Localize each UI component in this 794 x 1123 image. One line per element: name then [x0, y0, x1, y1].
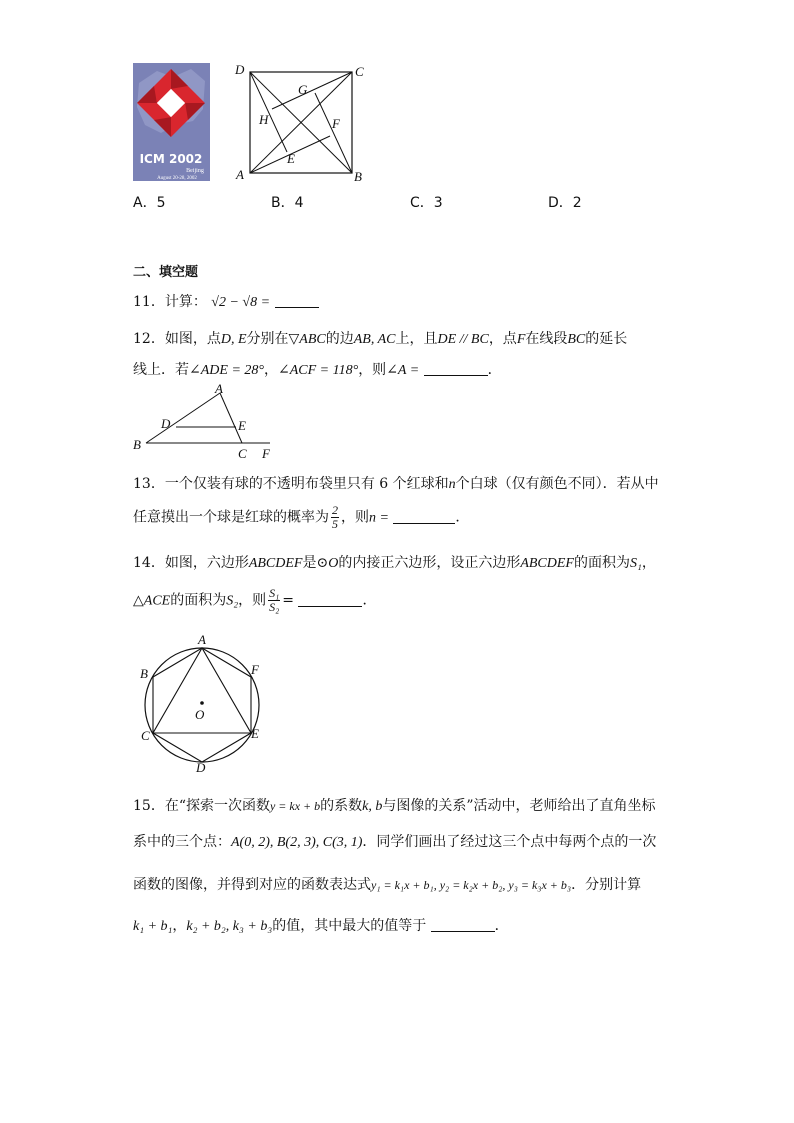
q12-parallel: DE // BC — [437, 332, 489, 347]
question-12-line2 — [133, 359, 502, 379]
q14-text: ， — [641, 555, 656, 571]
q13-text: 个白球（仅有颜色不同）．若从中 — [455, 476, 659, 492]
q12-text: ，则 — [358, 362, 387, 378]
q15-sum1: k₁ + b₁ — [133, 919, 173, 934]
question-15-line1 — [133, 795, 656, 815]
q14-text: 是 — [302, 555, 317, 571]
q14-frac-num: S₁ — [269, 586, 280, 600]
q14-triangle: △ACE — [133, 593, 171, 609]
q14-eq: = — [282, 592, 294, 609]
q12-text: 线上．若 — [133, 362, 189, 378]
q11-prefix: 11．计算： — [133, 294, 207, 310]
q14-s2: S₂ — [226, 593, 239, 609]
label-A: A — [215, 384, 223, 396]
q15-text: 的系数 — [320, 798, 363, 814]
question-11 — [133, 291, 319, 311]
q15-text: 15．在“探索一次函数 — [133, 798, 270, 814]
q14-text: 的面积为 — [573, 555, 630, 571]
question-15-line2 — [133, 831, 656, 851]
q12-angle-acf: ∠ACF = 118° — [278, 363, 359, 378]
label-F: F — [251, 662, 259, 677]
q12-text: ， — [264, 362, 278, 378]
q15-sums: k₂ + b₂, k₃ + b₃ — [186, 919, 273, 934]
poster-place: Beijing — [186, 168, 204, 174]
q12-text: 12．如图，点 — [133, 331, 221, 347]
q11-answer-blank[interactable] — [275, 293, 319, 308]
choice-c: C．3 — [410, 195, 443, 211]
choice-b: B．4 — [271, 195, 304, 211]
triangle-figure — [128, 384, 278, 462]
q13-text: 任意摸出一个球是红球的概率为 — [133, 509, 329, 526]
label-F: F — [262, 446, 270, 461]
q14-text: 14．如图，六边形 — [133, 555, 249, 571]
q14-text: ，则 — [238, 592, 267, 609]
q13-n-eq: n = — [369, 510, 389, 526]
q11-expr: √2 − √8 = — [211, 295, 271, 310]
label-H: H — [259, 112, 269, 127]
label-D: D — [196, 760, 206, 775]
q15-text: 系中的三个点： — [133, 834, 231, 850]
q15-points: A(0, 2), B(2, 3), C(3, 1) — [231, 835, 363, 850]
label-G: G — [298, 82, 308, 97]
q13-end: ． — [455, 509, 470, 526]
q12-text: 分别在 — [246, 331, 289, 347]
q15-expressions: y₁ = k₁x + b₁, y₂ = k₂x + b₂, y₃ = k₃x + b₃ — [371, 878, 572, 892]
q14-answer-blank[interactable] — [298, 592, 362, 607]
q14-s1: S₁ — [629, 556, 642, 571]
label-O: O — [195, 707, 205, 722]
poster-dates: August 20-28, 2002 — [157, 176, 197, 181]
question-13-line2 — [133, 504, 469, 531]
q12-point-f: F — [516, 332, 526, 347]
q14-text: 的内接正六边形，设正六边形 — [338, 555, 521, 571]
q12-angle-ade: ∠ADE = 28° — [189, 363, 264, 378]
q15-function: y = kx + b — [269, 799, 321, 813]
q14-hexagon: ABCDEF — [520, 556, 574, 571]
q14-text: 的面积为 — [170, 592, 227, 609]
q15-answer-blank[interactable] — [431, 917, 495, 932]
label-B: B — [140, 666, 148, 681]
question-15-line3 — [133, 874, 641, 894]
label-C: C — [238, 446, 247, 461]
q15-text: ．同学们画出了经过这三个点中每两个点的一次 — [362, 834, 657, 850]
icm-2002-poster — [133, 63, 210, 181]
label-B: B — [133, 437, 141, 452]
q12-text: 在线段 — [525, 331, 568, 347]
q12-text: ，点 — [488, 331, 517, 347]
label-E: E — [287, 151, 295, 166]
q12-end: ． — [487, 362, 502, 378]
q13-frac-num: 2 — [332, 503, 338, 517]
q15-text: 函数的图像，并得到对应的函数表达式 — [133, 877, 371, 893]
q12-text: 上，且 — [395, 331, 438, 347]
section-heading: 二、填空题 — [133, 265, 199, 280]
q15-end: ． — [494, 918, 509, 934]
q12-text: 的边 — [325, 331, 354, 347]
poster-graphic — [133, 63, 210, 181]
question-13-line1 — [133, 473, 659, 493]
q14-fraction — [268, 587, 280, 614]
label-C: C — [141, 728, 150, 743]
q15-text: 的值，其中最大的值等于 — [272, 918, 427, 934]
q12-segment: BC — [567, 332, 586, 347]
label-B: B — [354, 169, 362, 184]
q13-text: 13．一个仅装有球的不透明布袋里只有 6 个红球和 — [133, 476, 449, 492]
poster-title: ICM 2002 — [139, 152, 203, 166]
label-D: D — [235, 62, 245, 77]
q13-n: n — [448, 477, 456, 492]
label-E: E — [251, 726, 259, 741]
q12-text: 的延长 — [585, 331, 628, 347]
q13-answer-blank[interactable] — [393, 509, 455, 524]
q14-hexagon: ABCDEF — [248, 556, 303, 571]
q13-text: ，则 — [341, 509, 369, 526]
q13-frac-den: 5 — [332, 517, 338, 531]
choice-d: D．2 — [548, 195, 582, 211]
label-C: C — [355, 64, 364, 79]
q14-end: ． — [362, 592, 377, 609]
question-15-line4 — [133, 915, 509, 935]
q12-points: D, E — [220, 332, 247, 347]
square-figure — [232, 60, 372, 186]
label-D: D — [161, 416, 171, 431]
q15-text: ．分别计算 — [571, 877, 642, 893]
hexagon-figure — [136, 630, 266, 776]
question-14-line1 — [133, 552, 656, 572]
question-12-line1 — [133, 328, 627, 348]
label-A: A — [236, 167, 244, 182]
label-A: A — [198, 632, 206, 647]
q13-fraction — [331, 504, 339, 531]
q15-text: ， — [172, 918, 187, 934]
q14-circle: ⊙O — [316, 556, 339, 571]
q14-frac-den: S₂ — [269, 600, 280, 614]
q12-triangle: ▽ABC — [288, 332, 326, 347]
q12-sides: AB, AC — [353, 332, 396, 347]
label-E: E — [238, 418, 246, 433]
choice-a: A．5 — [133, 195, 166, 211]
q15-text: 与图像的关系”活动中，老师给出了直角坐标 — [382, 798, 656, 814]
q12-answer-blank[interactable] — [424, 361, 488, 376]
question-14-line2 — [133, 587, 376, 614]
label-F: F — [332, 116, 340, 131]
q15-kb: k, b — [362, 799, 383, 814]
q12-angle-a: ∠A = — [386, 363, 420, 378]
